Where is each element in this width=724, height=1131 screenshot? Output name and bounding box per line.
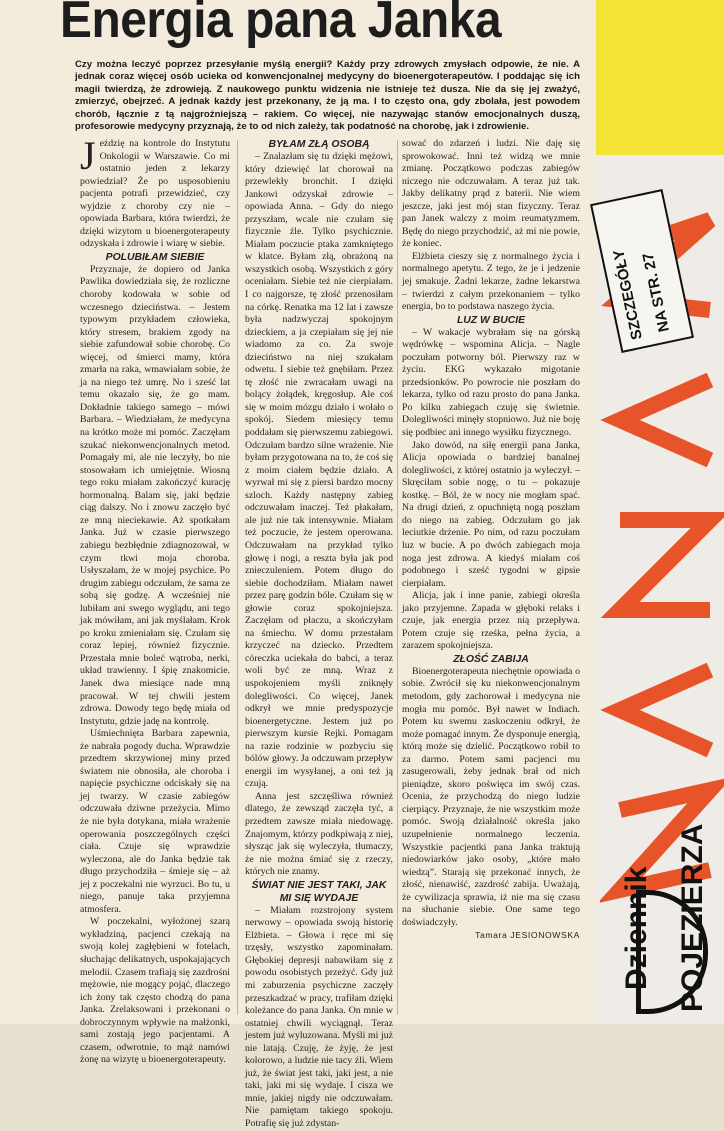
paragraph: sować do zdarzeń i ludzi. Nie daję się sprowokować. Inni też widzą we mnie zmianę. Początkowo podczas zabiegów niczego nie odczuwałam. A teraz już tak. Jakby delikatny prąd z baterii. Nie wiem jeszcze, jaki jest mój stan fizyczny. Teraz pan Janek walczy z moim reumatyzmem. Będę do niego przychodzić, aż mi nie powie, że koniec.: [402, 138, 580, 250]
stamp-text: NA STR. 27: [639, 251, 673, 334]
article-column-2: [245, 138, 393, 1131]
subheading: ŚWIAT NIE JEST TAKI, JAK MI SIĘ WYDAJE: [251, 879, 387, 904]
subheading: LUZ W BUCIE: [456, 314, 526, 326]
paragraph: – W wakacje wybrałam się na górską wędrówkę – wspomina Alicja. – Nagle poczułam potworny ból. Pierwszy raz w życiu. EKG wykazało migotanie przedsionków. Po powrocie nie poszłam do lekarza, tylko od razu prosto do pana Janka. Po kilku zabiegach czuję się świetnie. Dolegliwości minęły stopniowo. Już nie boję się podbiec ani innego wysiłku fizycznego.: [402, 326, 580, 439]
letter-shape: [620, 520, 710, 610]
subheading: POLUBIŁAM SIEBIE: [105, 251, 205, 263]
paragraph: Anna jest szczęśliwa również dlatego, że zewsząd zaczęła tyć, a przedtem zawsze miała niedowagę. Znajomym, którzy podkpiwają z niej, słysząc jak się wyleczyła, tłumaczy, że nie można śmiać się z rzeczy, których nie znamy.: [245, 790, 393, 878]
paragraph: eździę na kontrole do Instytutu Onkologii w Warszawie. Co mi ostatnio jeden z lekarzy powiedział? Że po usposobieniu pacjenta potrafi przewidzieć, czy wyjdzie z choroby czy nie – opowiada Barbara, która twierdzi, że dzięki wizytom u bioenergoterapeuty odzyskała i zdrowie i wiarę w siebie.: [80, 138, 230, 250]
yellow-sticky-note: [596, 0, 724, 155]
dropcap: J: [80, 133, 96, 178]
logo-text-dziennik: Dziennik: [620, 866, 653, 990]
paragraph: Bioenergoterapeuta niechętnie opowiada o sobie. Zwrócił się ku niekonwencjonalnym metodom, gdy zachorował i medycyna nie mogła mu pomóc. Był nawet w Indiach. Potem ku swemu zaskoczeniu odkrył, że może pomagać innym. Że dysponuje energią, którą może się dzielić. Początkowo robił to za darmo. Potem sami pacjenci mu zasugerowali, żeby jednak brał od nich pieniądze, skoro poświęca im swój czas. Ocenia, że przychodzą do niego ludzie cierpiący. Przyznaje, że nie wszystkim może pomóc. Swoją działalność określa jako uzupełnienie normalnego leczenia. Wszystkie pacjentki pana Janka traktują niedowiarków jako osoby, „które mało wiedzą”. Starają się przekonać innych, że złość, nienawiść, zazdrość zabija. Uważają, że cywilizacja sprawia, iż nie ma się czasu na słuchanie siebie. One same tego doświadczyły.: [402, 665, 581, 928]
article-column-1: [80, 133, 230, 1067]
paragraph: W poczekalni, wyłożonej szarą wykładziną, pacjenci czekają na swoją kolej zagłębieni w fotelach, słuchając delikatnych, uspokajających melodii. Czasem trafiają się zazdrośni mężowie, nie mogący pojąć, dlaczego ich żony tak często chodzą do pana Janka. Zrelaksowani i przekonani o dobroczynnym wpływie na małżonki, sami zostają jego pacjentami. A czasem, odwrotnie, to mąż namówi żonę na wizytę u bioenergoterapeuty.: [80, 916, 230, 1066]
letter-shape: [620, 670, 710, 750]
logo-text-pojezierza: POJEZIERZA: [676, 823, 709, 1012]
paragraph: Przyznaje, że dopiero od Janka Pawlika dowiedziała się, że rozliczne choroby kodowała w sobie od wczesnego dzieciństwa. – Jestem typowym przykładem człowieka, który stresem, brakiem zgody na siebie zafundował sobie chorobę. Co więcej, od śmierci mamy, która zmarła na raka, wmawiałam sobie, że ja na niego też umrę. No i sześć lat temu okazało się, że go mam. Dokładnie takiego samego – mówi Barbara. – Wiedziałam, że medycyna na krótko może mi pomóc. Zaczęłam szukać niekonwencjonalnych metod. Pomagały mi, ale nie leczyły, bo nie stosowałam ich umiejętnie. Wiosną tego roku miałam zakończyć kurację hormonalną. Balam się, jaki będzie ciąg dalszy. No i znowu zaczęło być ze mną nieciekawie. Aż spotkałam Janka. Już w czasie pierwszego zabiegu bezbłędnie zdiagnozował, w czym tkwi moja choroba. Usłyszałam, że w mojej psychice. Po drugim zabiegu odczułam, że sama ze sobą się godzę. A wcześniej nie lubiłam ani swego wyglądu, ani tego jak mówiłam, ani jak myślałam. Krok po kroku zmieniałam się. Czułam się coraz lepiej, również fizycznie. Przestała mnie boleć wątroba, nerki, układ trawienny. I śpię znakomicie. Janek dwa miesiące nade mną pracował. W tej chwili jestem zdrowa. Dowody tego będę miała od Instytutu, gdzie jadę na kontrolę.: [80, 263, 230, 727]
column-divider: [237, 140, 238, 1015]
column-divider: [397, 140, 398, 1015]
subheading: BYŁAM ZŁĄ OSOBĄ: [268, 139, 370, 150]
paragraph: – Miałam rozstrojony system nerwowy – opowiada swoją historię Elżbieta. – Głowa i ręce mi się trzęsły, wszystko zapominałam. Głębokiej depresji nabawiłam się z powodu osobistych przeżyć. Gdy już mi zaburzenia psychiczne zaczęły przeszkadzać w pracy, trafiłam dzięki koleżance do pana Janka. On mnie w ostatniej chwili wyciągnął. Teraz jestem już wyluzowana. Myśli mi już nie latają. Czuję, że żyję, że jest kolorowo, a ludzie nie tacy źli. Wiem już, że świat jest taki, jaki jest, a nie taki, jaki mi się wydaje. I cisza we mnie, jakiej nigdy nie odczuwałam. Nie pamiętam takiego spokoju. Potrafię się już zdystan-: [245, 904, 393, 1130]
lead-paragraph: Czy można leczyć poprzez przesyłanie myślą energii? Każdy przy zdrowych zmysłach odpowie, że nie. A jednak coraz więcej osób ucieka od konwencjonalnej medycyny do bioenergoterapeutów. I poddając się ich magii twierdzą, że zdrowieją. Z naukowego punktu widzenia nie istnieje też dusza. Nie da się jej zważyć, zmierzyć, obejrzeć. A jednak każdy jest przekonany, że ją ma. I to często ona, gdy zbolała, jest powodem chorób, łącznie z tą najgroźniejszą – rakiem. Co więcej, nie nazywając stanów emocjonalnych duszą, profesorowie medycyny przyznają, że to od nich zależy, tak podatność na chorobę, jak i zdrowienie.: [75, 59, 580, 133]
subheading: ZŁOŚĆ ZABIJA: [453, 653, 529, 665]
paragraph: Jako dowód, na siłę energii pana Janka, Alicja opowiada o bardziej banalnej dolegliwości, z której ostatnio ja wyleczył. – Skręciłam sobie nogę, o tu – pokazuje kostkę. – Ból, że w nocy nie mogłam spać. Na drugi dzień, z opuchniętą nogą poszłam do niego na zabieg. Odczułam go jak leciutkie drżenie. Po nim, od razu poczułam luz w bucie. A po dwóch zabiegach moja noga jest zdrowa. A kiedyś miałam coś podobnego i sześć tygodni w gipsie cierpiałam.: [402, 439, 580, 589]
paragraph: Alicja, jak i inne panie, zabiegi określa jako przyjemne. Zapada w głęboki relaks i czuje, jak energia przez nią przepływa. Potem czuje się rześka, pełna życia, a zarazem spokojniejsza.: [402, 590, 580, 652]
paragraph: – Znalazłam się tu dzięki mężowi, który dziewięć lat chorował na przewlekły bronchit. I dzięki Jankowi odzyskał zdrowie – opowiada Anna. – Gdy do niego przyszłam, wcale nie czułam się fizycznie źle. Tylko psychicznie. Miałam poczucie ptaka zamkniętego w klatce. Byłam złą, obrażoną na wszystkich osobą. Wszystkich z góry oceniałam. Siebie też nie cierpiałam. I co najgorsze, tę złość przenosiłam na córkę. Renatka ma 12 lat i zawsze była nadzwyczaj spokojnym dzieckiem, a ja czepiałam się jej nie wiadomo za co. Za swoje dzieciństwo na niej szukałam odwetu. I siebie też gnębiłam. Przez tę złość nie zwracałam uwagi na bolący żołądek, kręgosłup. Ale coś się w moim mózgu działo i wołało o spokój. Siedem miesięcy temu poddałam się pierwszemu zabiegowi. Odczułam bardzo silne wrażenie. Nie byłam przygotowana na to, że coś się z moim ciałem będzie działo. A wyrwał mi się z piersi bardzo mocny szloch. Każdy następny zabieg odczuwałam inaczej. Też płakałam, ale już nie tak intensywnie. Miałam też poczucie, że jestem operowana. Odczuwałam na przykład tylko głowę i nogi, a reszta była jak pod znieczuleniem. Potem długo do siebie dochodziłam. Miałam nawet przez parę godzin bóle. Czułam się w głowie coraz spokojniejsza. Zaczęłam od płaczu, a skończyłam na śmiechu. W domu przestałam krzyczeć na dziecko. Przedtem córeczka uciekała do babci, a teraz woli być ze mną. Wraz z uspokojeniem myśli zniknęły dolegliwości. Co więcej, Janek odkrył we mnie predyspozycje bioenergetyczne. Jestem już po pierwszym kursie Rejki. Pomagam na razie rodzinie w pozbyciu się bólów głowy. Ja odczuwam przepływ energii im wysyłanej, a oni też ją czują.: [245, 151, 393, 790]
paragraph: Elżbieta cieszy się z normalnego życia i normalnego apetytu. Z tego, że je i jedzenie jej smakuje. Żadni lekarze, żadne lekarstwa – twierdzi z całym przekonaniem – tylko energia, bo to podstawa naszego życia.: [402, 250, 580, 313]
article-column-3: [402, 138, 580, 942]
paragraph: Uśmiechnięta Barbara zapewnia, że nabrała pogody ducha. Wprawdzie przedtem skrzywionej miny przed światem nie obnosiła, ale choroba i napięcie psychiczne odciskały się na jej twarzy. W czasie zabiegów odczuwała dziwne przeżycia. Mimo że nie była dotykana, miała wrażenie operowania poszczególnych części ciała. Czuje się wprawdzie wyleczona, ale do Janka będzie tak długo przychodziła – śmieje się – aż jej z poczekalni nie wyrzuci. Bo tu, u niego, panuje taka przyjemna atmosfera.: [80, 728, 230, 915]
letter-shape: [620, 380, 710, 460]
headline: Energia pana Janka: [60, 0, 502, 49]
stamp-text: SZCZEGÓŁY: [610, 247, 646, 342]
author-signature: Tamara JESIONOWSKA: [475, 930, 580, 941]
